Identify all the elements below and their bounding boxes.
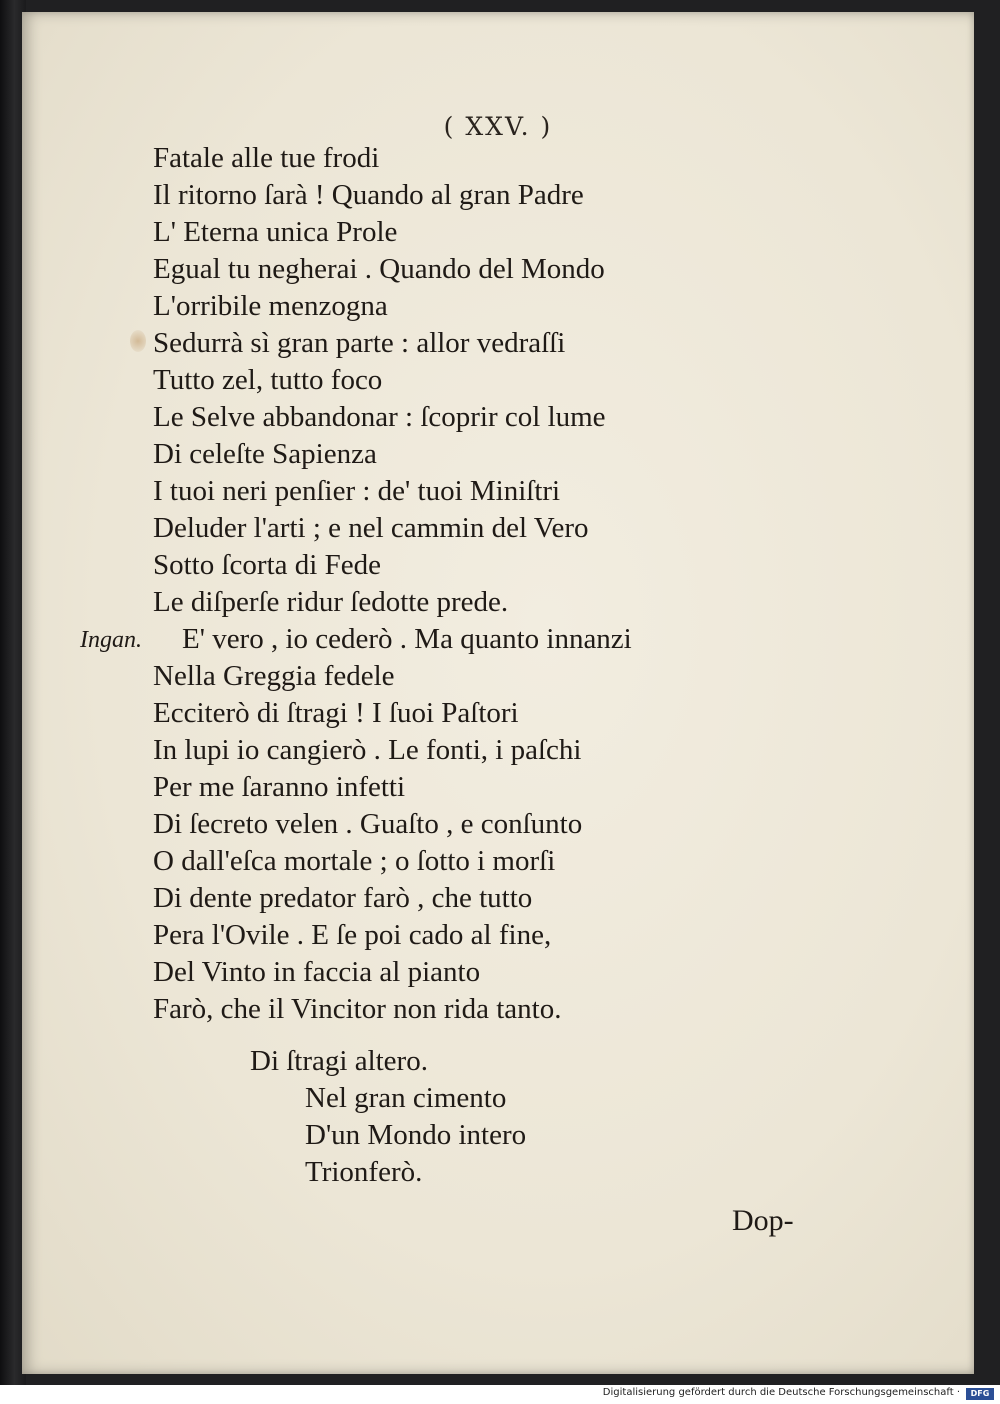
funding-credit: Digitalisierung gefördert durch die Deutsche Forschungsgemeinschaft · xyxy=(602,1387,960,1398)
catchword: Dop- xyxy=(732,1204,794,1237)
verse-line: Farò, che il Vincitor non rida tanto. xyxy=(153,993,562,1025)
dfg-logo: DFG xyxy=(966,1388,994,1400)
aria-line: Di ſtragi altero. xyxy=(250,1045,428,1077)
verse-line: Egual tu negherai . Quando del Mondo xyxy=(153,253,605,285)
verse-line: Di dente predator farò , che tutto xyxy=(153,882,533,914)
verse-line: Ecciterò di ſtragi ! I ſuoi Paſtori xyxy=(153,697,519,729)
verse-line: L'orribile menzogna xyxy=(153,290,388,322)
verse-line: Tutto zel, tutto foco xyxy=(153,364,383,396)
verse-line: Le diſperſe ridur ſedotte prede. xyxy=(153,586,509,618)
verse-line: Di celeſte Sapienza xyxy=(153,438,377,470)
verse-line: Pera l'Ovile . E ſe poi cado al fine, xyxy=(153,919,552,951)
aria-line: D'un Mondo intero xyxy=(305,1119,527,1151)
verse-line: Per me ſaranno infetti xyxy=(153,771,406,803)
verse-line: Del Vinto in faccia al pianto xyxy=(153,956,481,988)
verse-line: In lupi io cangierò . Le fonti, i paſchi xyxy=(153,734,582,766)
book-page xyxy=(22,12,974,1374)
speaker-label: Ingan. xyxy=(80,627,142,653)
aria-line: Nel gran cimento xyxy=(305,1082,507,1114)
aria-line: Trionferò. xyxy=(305,1156,423,1188)
verse-line: Di ſecreto velen . Guaſto , e conſunto xyxy=(153,808,583,840)
paper-stain xyxy=(130,330,146,352)
verse-line: Fatale alle tue frodi xyxy=(153,142,380,174)
verse-line: O dall'eſca mortale ; o ſotto i morſi xyxy=(153,845,556,877)
verse-line: Nella Greggia fedele xyxy=(153,660,395,692)
page-header: ( XXV. ) xyxy=(443,112,553,141)
verse-line: I tuoi neri penſier : de' tuoi Miniſtri xyxy=(153,475,561,507)
verse-line: Sotto ſcorta di Fede xyxy=(153,549,381,581)
digitization-footer xyxy=(0,1385,1000,1404)
verse-line: Il ritorno ſarà ! Quando al gran Padre xyxy=(153,179,584,211)
verse-line: L' Eterna unica Prole xyxy=(153,216,398,248)
verse-line: Deluder l'arti ; e nel cammin del Vero xyxy=(153,512,589,544)
verse-line: E' vero , io cederò . Ma quanto innanzi xyxy=(182,623,632,655)
verse-line: Le Selve abbandonar : ſcoprir col lume xyxy=(153,401,606,433)
verse-line: Sedurrà sì gran parte : allor vedraſſi xyxy=(153,327,566,359)
